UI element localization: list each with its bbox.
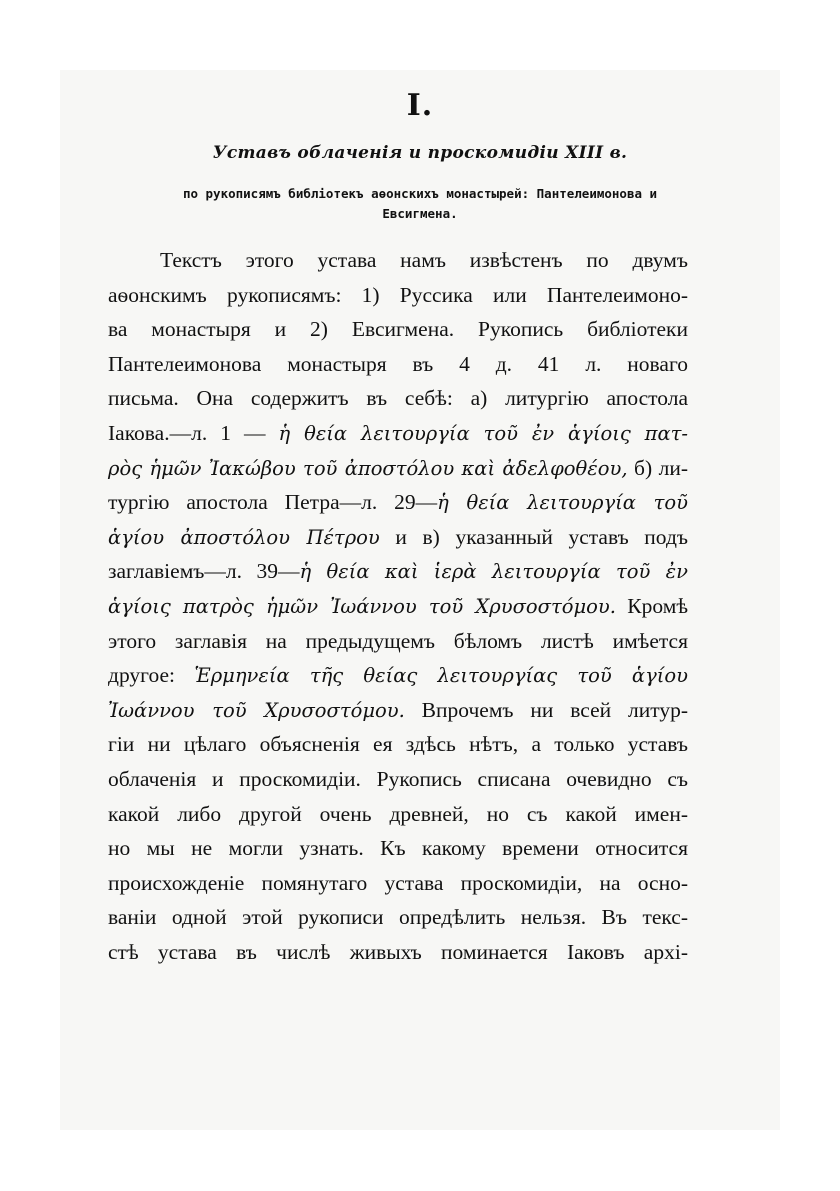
text-run: другое: bbox=[108, 663, 195, 688]
text-line: ва монастыря и 2) Евсигмена. Рукопись библіотеки bbox=[108, 317, 688, 342]
greek-quote: Ἰωάννου τοῦ Χρυσοστόμου. bbox=[108, 698, 405, 722]
body-text bbox=[108, 243, 688, 969]
greek-quote: ἁγίοις πατρὸς ἡμῶν Ἰωάννου τοῦ Χρυσοστόμου. bbox=[108, 594, 616, 618]
text-line: Текстъ этого устава намъ извѣстенъ по двумъ bbox=[160, 248, 688, 272]
text-line bbox=[108, 485, 688, 520]
text-run: заглавіемъ—л. 39— bbox=[108, 559, 300, 584]
text-line: ваніи одной этой рукописи опредѣлить нельзя. Въ текс- bbox=[108, 905, 688, 930]
text-run: ρὸς ἡμῶν bbox=[108, 456, 209, 480]
chapter-numeral: I. bbox=[406, 88, 434, 123]
chapter-subtitle bbox=[108, 184, 732, 224]
greek-quote: ἡ θεία λειτουργία τοῦ bbox=[437, 491, 688, 515]
text-line bbox=[108, 658, 688, 693]
text-line bbox=[108, 520, 688, 555]
text-run: тургію апостола Петра—л. 29— bbox=[108, 490, 438, 515]
text-line bbox=[108, 693, 688, 728]
greek-quote: ἡ θεία λειτουργία τοῦ ἐν ἁγίοις πατ- bbox=[278, 421, 688, 445]
text-line: но мы не могли узнать. Къ какому времени относится bbox=[108, 836, 688, 861]
text-run: Іакова.—л. 1 — bbox=[108, 420, 279, 445]
text-line bbox=[108, 416, 688, 451]
greek-quote: ἁγίου ἀποστόλου Πέτρου bbox=[108, 525, 380, 549]
text-line bbox=[108, 589, 688, 624]
text-line: этого заглавія на предыдущемъ бѣломъ листѣ имѣется bbox=[108, 628, 688, 653]
text-run: и в) указанный уставъ подъ bbox=[379, 524, 688, 549]
subtitle-line: Евсигмена. bbox=[382, 206, 458, 221]
text-line: стѣ устава въ числѣ живыхъ поминается Іаковъ архі- bbox=[108, 939, 688, 964]
greek-quote: Ἰακώβου τοῦ ἀποστόλου καὶ ἀδελφοθέου, bbox=[208, 456, 628, 480]
greek-quote: ἡ θεία καὶ ἱερὰ λειτουργία τοῦ ἐν bbox=[299, 560, 688, 584]
text-run: Впрочемъ ни всей литур- bbox=[404, 697, 688, 722]
text-line: Пантелеимонова монастыря въ 4 д. 41 л. новаго bbox=[108, 351, 688, 376]
text-line bbox=[108, 451, 688, 486]
text-line: облаченія и проскомидіи. Рукопись списана очевидно съ bbox=[108, 766, 688, 791]
text-line: гіи ни цѣлаго объясненія ея здѣсь нѣтъ, а только уставъ bbox=[108, 732, 688, 757]
text-line: аѳонскимъ рукописямъ: 1) Руссика или Пантелеимоно- bbox=[108, 282, 688, 307]
text-line: какой либо другой очень древней, но съ какой имен- bbox=[108, 801, 688, 826]
text-line: письма. Она содержитъ въ себѣ: а) литургію апостола bbox=[108, 386, 688, 411]
subtitle-line: по рукописямъ библіотекъ аѳонскихъ монастырей: Пантелеимонова и bbox=[182, 186, 658, 201]
text-line: происхожденіе помянутаго устава проскомидіи, на осно- bbox=[108, 870, 688, 895]
greek-quote: Ἑρμηνεία τῆς θείας λειτουργίας τοῦ ἁγίου bbox=[194, 664, 688, 688]
chapter-title: Уставъ облаченія и проскомидіи XIII в. bbox=[212, 143, 628, 163]
text-line bbox=[108, 554, 688, 589]
text-run: Кромѣ bbox=[615, 593, 688, 618]
text-run: б) ли- bbox=[627, 455, 688, 480]
